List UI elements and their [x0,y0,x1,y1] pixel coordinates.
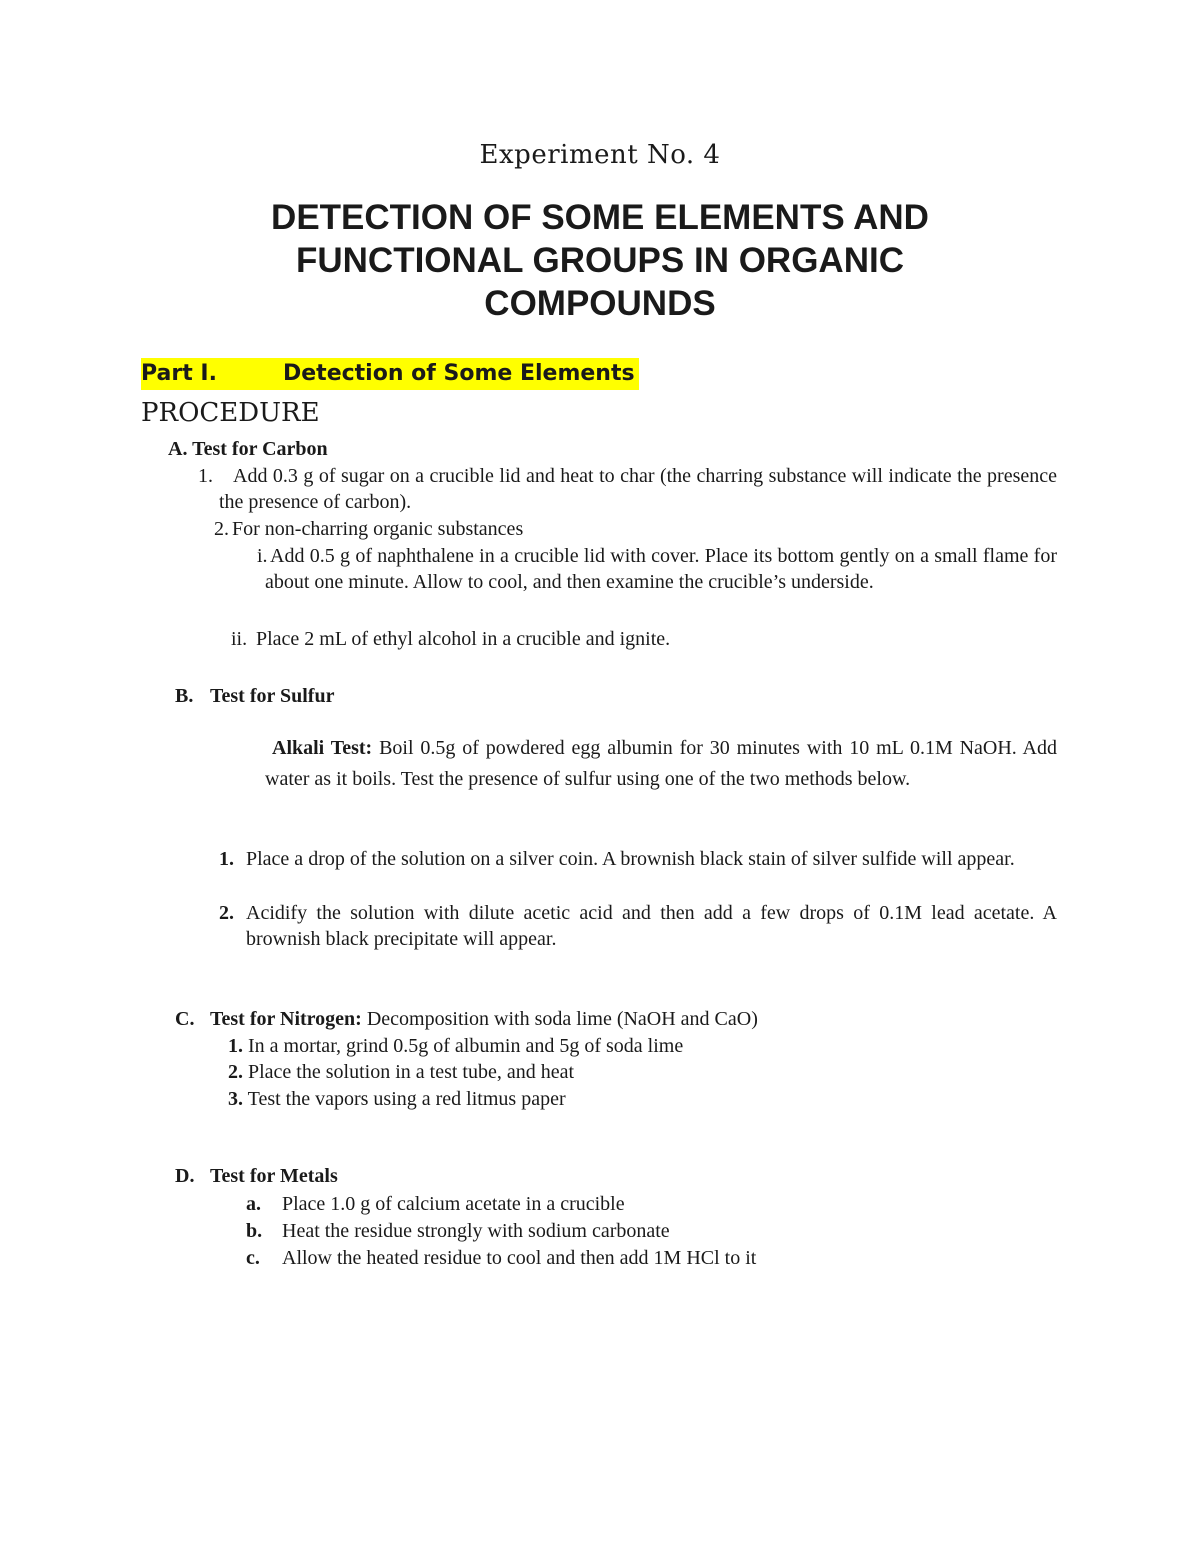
carbon-sub-i [265,543,1057,595]
list-item-text: Test the vapors using a red litmus paper [247,1088,566,1110]
title-line: COMPOUNDS [484,284,716,323]
section-title: Test for Nitrogen: [210,1008,362,1030]
section-nitrogen-heading [175,1006,758,1032]
carbon-step-1 [219,463,1057,515]
list-item-text: Add 0.5 g of naphthalene in a crucible lid with cover. Place its bottom gently on a small flame for about one minute. Allow to cool, and then examine the crucible’s underside. [265,545,1057,593]
section-title: Test for Sulfur [210,685,335,707]
list-item-text: Heat the residue strongly with sodium carbonate [282,1220,670,1242]
list-item-text: Place the solution in a test tube, and heat [248,1061,575,1083]
list-number: a. [246,1193,261,1215]
list-item-text: Place 1.0 g of calcium acetate in a crucible [282,1193,625,1215]
sulfur-alkali-test [265,733,1057,795]
alkali-test-label: Alkali Test: [272,737,373,759]
sulfur-step-2: Acidify the solution with dilute acetic acid and then add a few drops of 0.1M lead acetate. A brownish black precipitate will appear. [246,902,1057,950]
part-heading [141,358,639,390]
list-number: b. [246,1220,263,1242]
list-item [246,1191,625,1217]
list-number: 1. [198,465,213,487]
part-number: Part I. [141,361,217,386]
section-label: B. [175,685,194,707]
list-item [246,1218,670,1244]
section-label: D. [175,1165,195,1187]
list-item [228,1086,566,1112]
list-item [228,1059,574,1085]
list-number: 3. [228,1088,243,1110]
sulfur-step-1: Place a drop of the solution on a silver coin. A brownish black stain of silver sulfide will appear. [246,848,1015,870]
list-item-text: Allow the heated residue to cool and then add 1M HCl to it [282,1247,757,1269]
document-title [150,196,1050,325]
list-number: ii. [231,628,248,650]
list-number: 2. [219,902,234,924]
list-item-text: In a mortar, grind 0.5g of albumin and 5g of soda lime [248,1035,684,1057]
title-line: DETECTION OF SOME ELEMENTS AND [271,198,929,237]
part-title: Detection of Some Elements [283,361,635,386]
title-line: FUNCTIONAL GROUPS IN ORGANIC [296,241,904,280]
list-number: i. [257,545,268,567]
list-number: c. [246,1247,260,1269]
section-carbon-heading [168,436,328,462]
section-title: Test for Metals [210,1165,338,1187]
section-metals-heading [175,1163,338,1189]
list-item [228,1033,683,1059]
alkali-test-text: Boil 0.5g of powdered egg albumin for 30 minutes with 10 mL 0.1M NaOH. Add water as it boils. Test the presence of sulfur using one of the two methods below. [265,737,1058,790]
section-label: C. [175,1008,195,1030]
section-title: Test for Carbon [192,438,328,460]
list-item [246,1245,756,1271]
carbon-sub-ii: Place 2 mL of ethyl alcohol in a crucible and ignite. [256,628,671,650]
section-label: A. [168,438,188,460]
section-description: Decomposition with soda lime (NaOH and CaO) [366,1008,758,1030]
procedure-heading: PROCEDURE [141,398,320,428]
list-number: 2. [214,518,229,540]
list-number: 2. [228,1061,243,1083]
list-number: 1. [228,1035,243,1057]
list-item-text: Add 0.3 g of sugar on a crucible lid and heat to char (the charring substance will indicate the presence the presence of carbon). [219,465,1057,513]
section-sulfur-heading [175,683,334,709]
list-number: 1. [219,848,234,870]
experiment-number: Experiment No. 4 [479,140,721,170]
carbon-step-2: For non-charring organic substances [232,518,524,540]
